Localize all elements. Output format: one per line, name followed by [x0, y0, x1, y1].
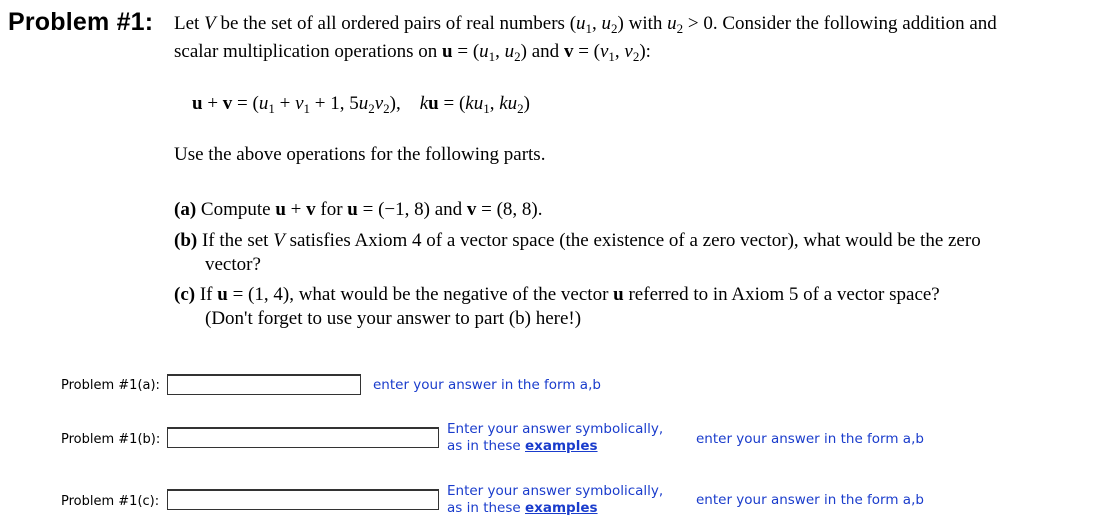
- part-b-text-line2: vector?: [205, 254, 261, 275]
- symbolic-hint-c-line1: Enter your answer symbolically,: [447, 483, 664, 499]
- answer-input-b[interactable]: [167, 427, 439, 448]
- problem-title: Problem #1:: [8, 8, 154, 36]
- symbolic-hint-c-line2: [447, 500, 663, 517]
- part-b-text-line1: (b) If the set V satisfies Axiom 4 of a vector space (the existence of a zero vector), what would be the zero: [174, 230, 981, 251]
- answer-input-c[interactable]: [167, 489, 439, 510]
- symbolic-hint-b-line1: Enter your answer symbolically,: [447, 421, 664, 437]
- examples-link-b[interactable]: examples: [525, 438, 598, 454]
- format-hint-a: enter your answer in the form a,b: [373, 377, 601, 393]
- format-hint-b: enter your answer in the form a,b: [696, 431, 924, 447]
- part-c-text-line2: (Don't forget to use your answer to part (b) here!): [205, 308, 582, 329]
- symbolic-hint-b-line2: [447, 438, 663, 455]
- problem-intro-line1: Let V be the set of all ordered pairs of real numbers ($u_1$, $u_2$) with $u_2 > 0$. Consider the following addition and: [174, 13, 997, 36]
- instruction-text: Use the above operations for the following parts.: [174, 144, 546, 165]
- answer-label-a: Problem #1(a):: [61, 378, 160, 393]
- symbolic-hint-b: [447, 421, 663, 455]
- symbolic-hint-b-text: as in these: [447, 438, 521, 454]
- symbolic-hint-c-text: as in these: [447, 500, 521, 516]
- symbolic-hint-c: [447, 483, 663, 517]
- format-hint-c: enter your answer in the form a,b: [696, 492, 924, 508]
- examples-link-c[interactable]: examples: [525, 500, 598, 516]
- part-c-text-line1: (c) If u = (1, 4), what would be the negative of the vector u referred to in Axiom 5 of a vector space?: [174, 284, 940, 305]
- problem-intro-line2: scalar multiplication operations on $u = (u_1$, $u_2$) and $v = (v_1$, $v_2$):: [174, 41, 651, 64]
- answer-label-b: Problem #1(b):: [61, 432, 161, 447]
- answer-input-a[interactable]: [167, 374, 361, 395]
- answer-label-c: Problem #1(c):: [61, 494, 160, 509]
- operations-definition: $u + v = (u_1 + v_1 + 1$, $5u_2v_2$), ku = ($ku_1$, $ku_2$): [192, 93, 530, 116]
- part-a-text: (a) Compute u + v for u = (−1, 8) and v = (8, 8).: [174, 199, 543, 220]
